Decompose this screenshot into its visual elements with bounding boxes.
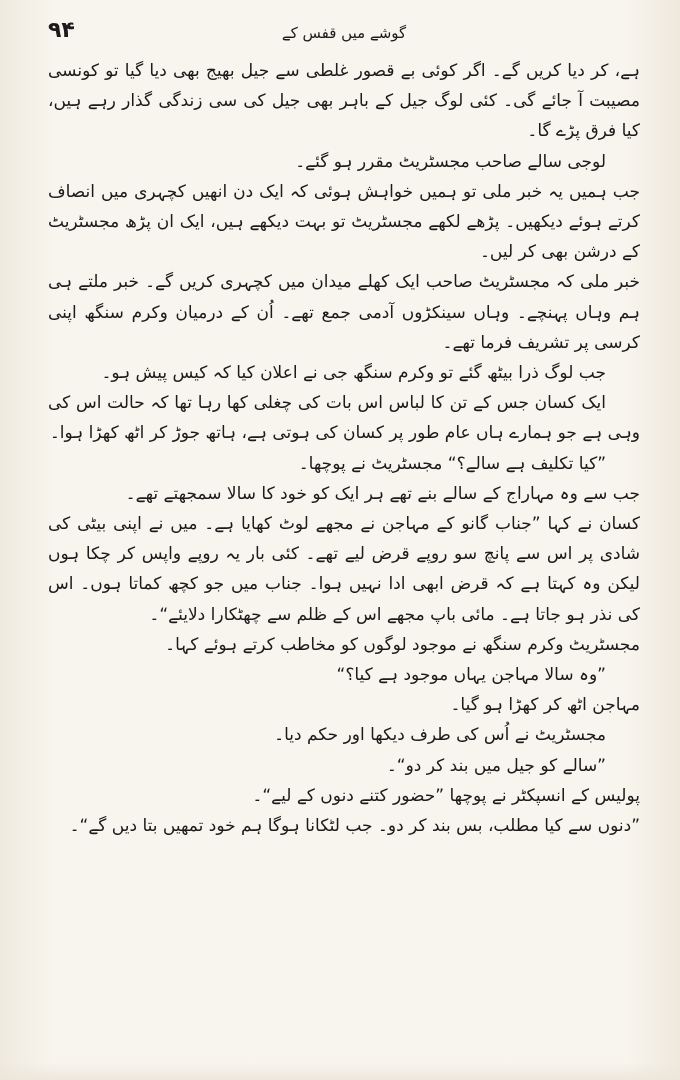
- paragraph-2: لوجی سالے صاحب مجسٹریٹ مقرر ہو گئے۔: [295, 151, 606, 172]
- running-title: گوشے میں قفس کے: [281, 24, 407, 42]
- paragraph-4: خبر ملی کہ مجسٹریٹ صاحب ایک کھلے میدان میں کچہری کریں گے۔ خبر ملتے ہی ہم وہاں پہنچے۔ وہاں سینکڑوں آدمی جمع تھے۔ اُن کے درمیان وکرم سنگھ اپنی کرسی پر تشریف فرما تھے۔: [48, 272, 640, 353]
- paragraph-5: جب لوگ ذرا بیٹھ گئے تو وکرم سنگھ جی نے اعلان کیا کہ کیس پیش ہو۔: [101, 363, 606, 384]
- page-bottom-shadow: [0, 1062, 680, 1080]
- page-body: [48, 56, 640, 841]
- paragraph-1: ہے، کر دیا کریں گے۔ اگر کوئی بے قصور غلطی سے جیل بھیج بھی دیا گیا تو کونسی مصیبت آ جائے گی۔ کئی لوگ جیل کے باہر بھی جیل کی سی زندگی گذار رہے ہیں، کیا فرق پڑے گا۔: [48, 61, 640, 142]
- paragraph-15: پولیس کے انسپکٹر نے پوچھا ”حضور کتنے دنوں کے لیے“۔: [252, 785, 640, 806]
- paragraph-10: مجسٹریٹ وکرم سنگھ نے موجود لوگوں کو مخاطب کرتے ہوئے کہا۔: [165, 634, 640, 655]
- page-header: [48, 18, 640, 54]
- paragraph-7: ”کیا تکلیف ہے سالے؟“ مجسٹریٹ نے پوچھا۔: [298, 453, 606, 474]
- paragraph-13: مجسٹریٹ نے اُس کی طرف دیکھا اور حکم دیا۔: [274, 725, 606, 746]
- page-number: ۹۴: [48, 18, 75, 43]
- paragraph-9: کسان نے کہا ”جناب گانو کے مہاجن نے مجھے لوٹ کھایا ہے۔ میں نے اپنی بیٹی کی شادی پر اس سے پانچ سو روپے قرض لیے تھے۔ کئی بار یہ روپے واپس کر چکا ہوں لیکن وہ کہتا ہے کہ قرض ابھی ادا نہیں ہوا۔ جناب میں جو کچھ کماتا ہوں۔ اس کی نذر ہو جاتا ہے۔ مائی باپ مجھے اس کے ظلم سے چھٹکارا دلایئے“۔: [48, 514, 640, 625]
- paragraph-8: جب سے وہ مہاراج کے سالے بنے تھے ہر ایک کو خود کا سالا سمجھتے تھے۔: [125, 483, 640, 504]
- paragraph-14: ”سالے کو جیل میں بند کر دو“۔: [386, 755, 606, 776]
- paragraph-16: ”دنوں سے کیا مطلب، بس بند کر دو۔ جب لٹکانا ہوگا ہم خود تمھیں بتا دیں گے“۔: [69, 816, 640, 837]
- paragraph-11: ”وہ سالا مہاجن یہاں موجود ہے کیا؟“: [336, 665, 606, 686]
- paragraph-6: ایک کسان جس کے تن کا لباس اس بات کی چغلی کھا رہا تھا کہ حالت اس کی وہی ہے جو ہمارے ہاں عام طور پر کسان کی ہوتی ہے، ہاتھ جوڑ کر اٹھ کھڑا ہوا۔: [48, 393, 640, 444]
- paragraph-12: مہاجن اٹھ کر کھڑا ہو گیا۔: [450, 695, 640, 716]
- paragraph-3: جب ہمیں یہ خبر ملی تو ہمیں خواہش ہوئی کہ ایک دن انھیں کچہری میں انصاف کرتے ہوئے دیکھیں۔ پڑھے لکھے مجسٹریٹ تو بہت دیکھے ہیں، ایک ان پڑھ مجسٹریٹ کے درشن بھی کر لیں۔: [48, 181, 640, 263]
